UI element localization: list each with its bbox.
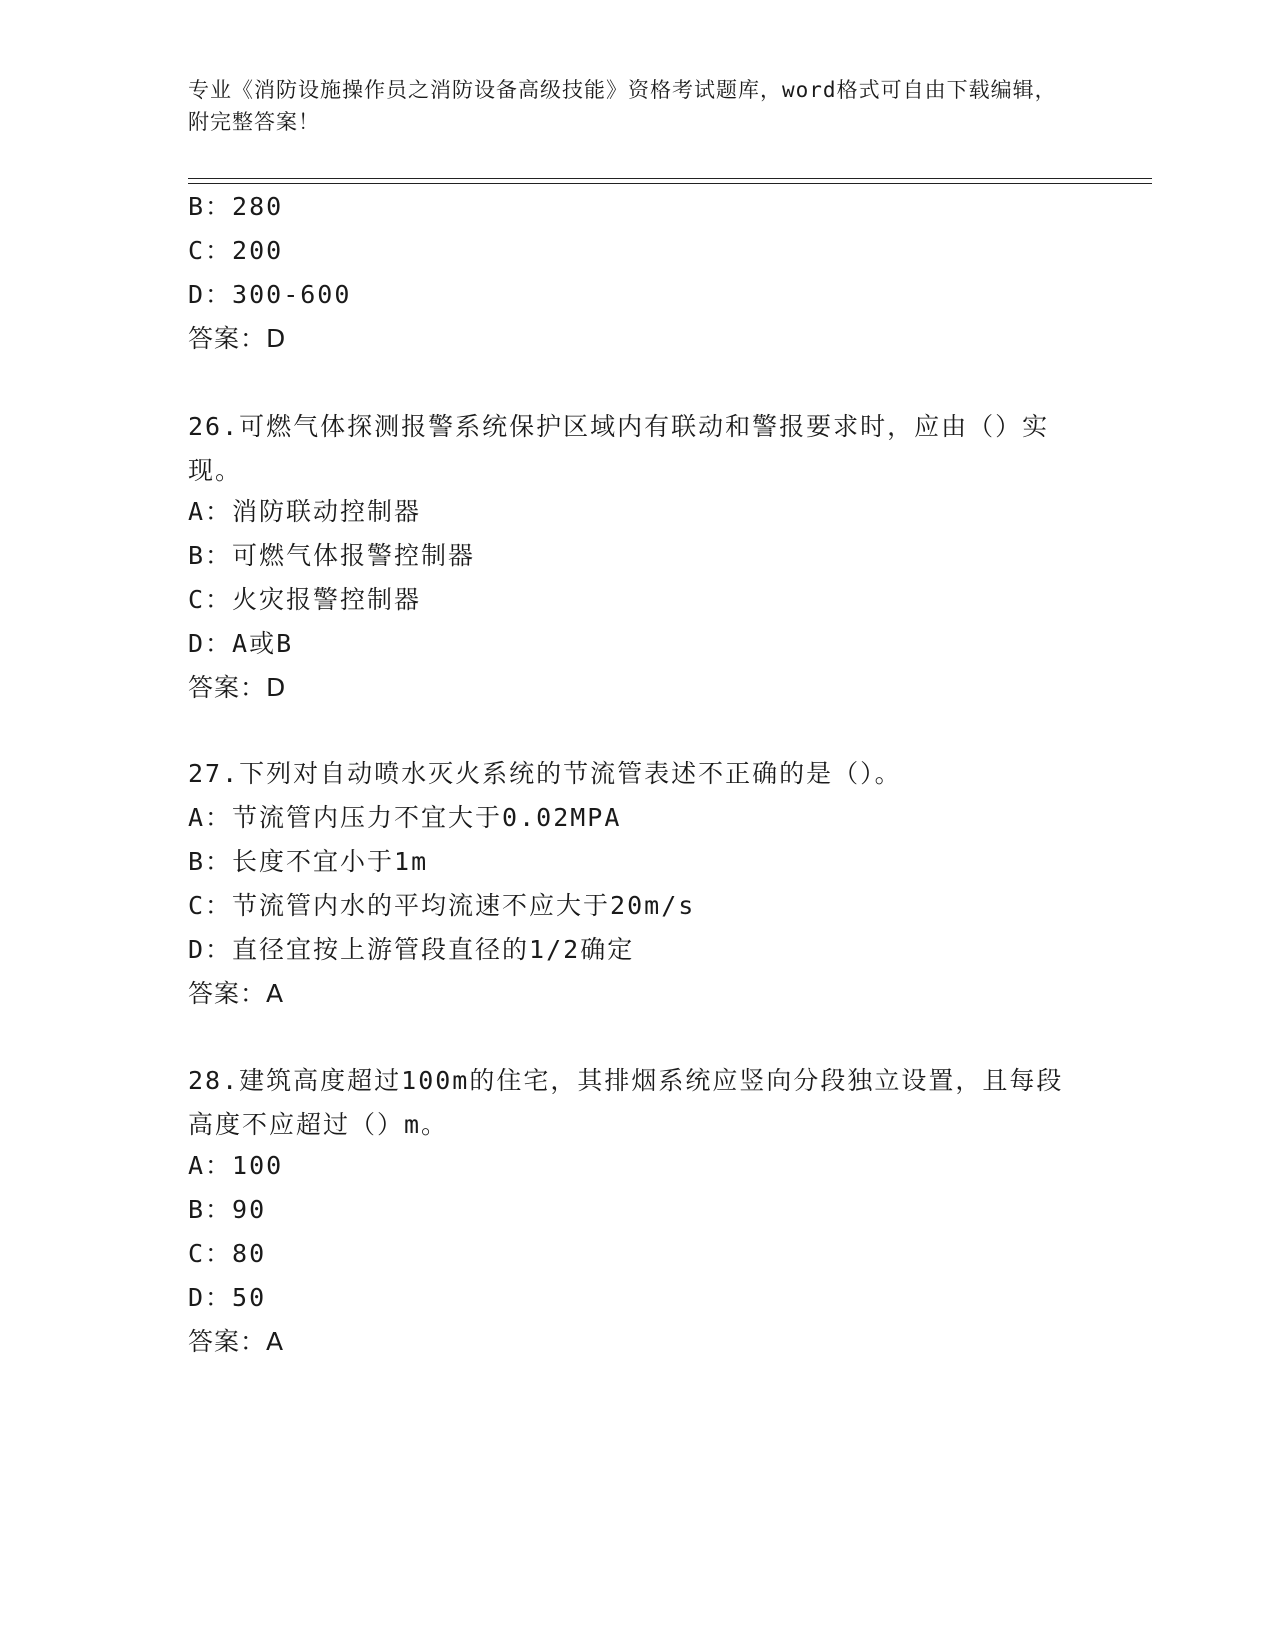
question-28-option-d: D：50 bbox=[188, 1283, 267, 1312]
question-27-answer: 答案：A bbox=[188, 979, 285, 1008]
question-27-option-a: A：节流管内压力不宜大于0.02MPA bbox=[188, 803, 622, 832]
header-divider-bottom bbox=[188, 183, 1152, 184]
question-28-stem: 28.建筑高度超过100m的住宅，其排烟系统应竖向分段独立设置，且每段高度不应超过（）m。 bbox=[188, 1066, 1064, 1139]
header-divider-top bbox=[188, 178, 1152, 179]
question-27-option-c: C：节流管内水的平均流速不应大于20m/s bbox=[188, 891, 696, 920]
option-d: D：300-600 bbox=[188, 280, 352, 309]
question-26-option-b: B：可燃气体报警控制器 bbox=[188, 541, 476, 570]
question-26-answer: 答案：D bbox=[188, 673, 287, 702]
option-c: C：200 bbox=[188, 236, 284, 265]
answer-line: 答案：D bbox=[188, 324, 287, 353]
question-26-option-a: A：消防联动控制器 bbox=[188, 497, 422, 526]
question-27-option-b: B：长度不宜小于1m bbox=[188, 847, 429, 876]
document-header: 专业《消防设施操作员之消防设备高级技能》资格考试题库，word格式可自由下载编辑，附完整答案！ bbox=[188, 78, 1057, 134]
question-27-stem: 27.下列对自动喷水灭火系统的节流管表述不正确的是（）。 bbox=[188, 759, 902, 788]
question-26-stem: 26.可燃气体探测报警系统保护区域内有联动和警报要求时，应由（）实现。 bbox=[188, 412, 1050, 485]
question-26-option-c: C：火灾报警控制器 bbox=[188, 585, 422, 614]
question-28-option-b: B：90 bbox=[188, 1195, 267, 1224]
question-28-option-a: A：100 bbox=[188, 1151, 284, 1180]
question-28-answer: 答案：A bbox=[188, 1327, 285, 1356]
option-b: B：280 bbox=[188, 192, 284, 221]
question-27-option-d: D：直径宜按上游管段直径的1/2确定 bbox=[188, 935, 635, 964]
question-26-option-d: D：A或B bbox=[188, 629, 294, 658]
question-28-option-c: C：80 bbox=[188, 1239, 267, 1268]
